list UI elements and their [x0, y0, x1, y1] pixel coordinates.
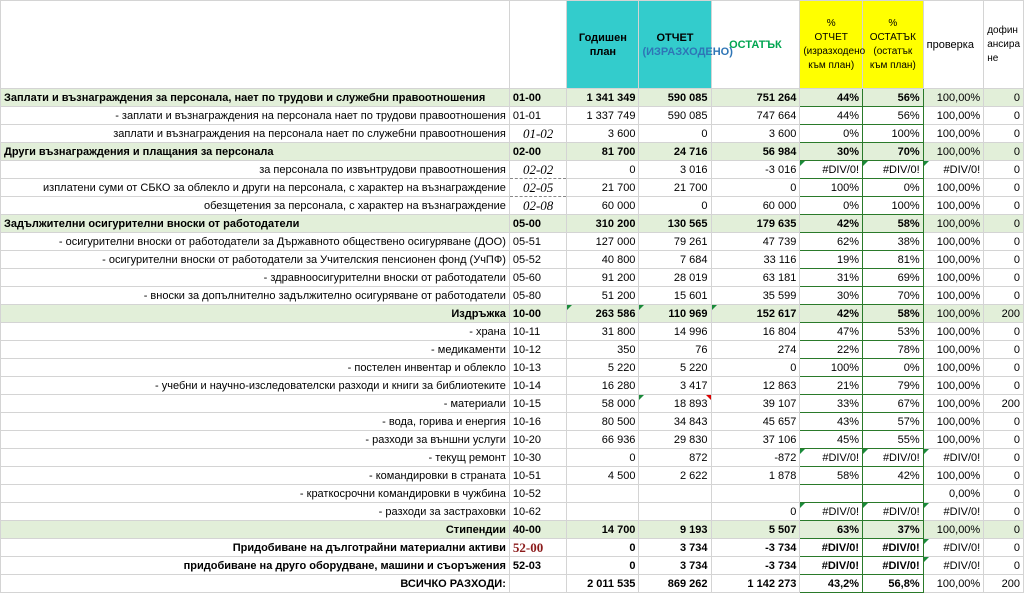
- cell-plan[interactable]: 58 000: [567, 395, 639, 413]
- row-label[interactable]: - материали: [1, 395, 510, 413]
- cell-pct-remain[interactable]: 53%: [863, 323, 924, 341]
- cell-check[interactable]: 100,00%: [923, 521, 984, 539]
- row-label[interactable]: - краткосрочни командировки в чужбина: [1, 485, 510, 503]
- cell-spent[interactable]: 21 700: [639, 179, 711, 197]
- header-plan[interactable]: Годишен план: [567, 1, 639, 89]
- cell-spent[interactable]: 24 716: [639, 143, 711, 161]
- cell-spent[interactable]: 130 565: [639, 215, 711, 233]
- cell-cofin[interactable]: 200: [984, 305, 1024, 323]
- table-row: [1, 359, 1024, 377]
- cell-plan[interactable]: 81 700: [567, 143, 639, 161]
- row-label[interactable]: Заплати и възнаграждения за персонала, нает по трудови и служебни правоотношения: [1, 89, 510, 107]
- cell-check[interactable]: 100,00%: [923, 467, 984, 485]
- table-row: [1, 305, 1024, 323]
- cell-remain[interactable]: [711, 485, 800, 503]
- cell-remain[interactable]: 47 739: [711, 233, 800, 251]
- header-pct-remain[interactable]: [863, 1, 924, 89]
- cell-plan[interactable]: 66 936: [567, 431, 639, 449]
- cell-check[interactable]: 100,00%: [923, 215, 984, 233]
- cell-spent[interactable]: 28 019: [639, 269, 711, 287]
- cell-spent[interactable]: 5 220: [639, 359, 711, 377]
- cell-remain[interactable]: 45 657: [711, 413, 800, 431]
- cell-plan[interactable]: 91 200: [567, 269, 639, 287]
- cell-cofin[interactable]: 0: [984, 467, 1024, 485]
- cell-cofin[interactable]: 0: [984, 269, 1024, 287]
- cell-pct-remain[interactable]: 70%: [863, 143, 924, 161]
- table-row: [1, 161, 1024, 179]
- cell-plan[interactable]: 40 800: [567, 251, 639, 269]
- cell-pct-remain[interactable]: #DIV/0!: [863, 539, 924, 557]
- cell-cofin[interactable]: 0: [984, 377, 1024, 395]
- header-code-cell[interactable]: [509, 1, 566, 89]
- cell-pct-remain[interactable]: 0%: [863, 179, 924, 197]
- cell-remain[interactable]: 16 804: [711, 323, 800, 341]
- cell-remain[interactable]: 274: [711, 341, 800, 359]
- cell-pct-remain[interactable]: 57%: [863, 413, 924, 431]
- cell-check[interactable]: 100,00%: [923, 359, 984, 377]
- cell-cofin[interactable]: 0: [984, 233, 1024, 251]
- header-cofin[interactable]: дофинансиране: [984, 1, 1024, 89]
- cell-spent[interactable]: 590 085: [639, 89, 711, 107]
- table-row: [1, 467, 1024, 485]
- cell-pct-spent[interactable]: 58%: [800, 467, 863, 485]
- cell-pct-spent[interactable]: 31%: [800, 269, 863, 287]
- row-label[interactable]: - постелен инвентар и облекло: [1, 359, 510, 377]
- table-row: [1, 197, 1024, 215]
- cell-check[interactable]: #DIV/0!: [923, 161, 984, 179]
- cell-pct-remain[interactable]: 38%: [863, 233, 924, 251]
- cell-check[interactable]: 100,00%: [923, 341, 984, 359]
- cell-remain[interactable]: 35 599: [711, 287, 800, 305]
- cell-pct-spent[interactable]: 33%: [800, 395, 863, 413]
- cell-cofin[interactable]: 0: [984, 197, 1024, 215]
- cell-plan[interactable]: 60 000: [567, 197, 639, 215]
- row-label[interactable]: Други възнаграждения и плащания за персонала: [1, 143, 510, 161]
- cell-check[interactable]: 100,00%: [923, 395, 984, 413]
- row-label[interactable]: обезщетения за персонала, с характер на възнаграждение: [1, 197, 510, 215]
- cell-spent[interactable]: 590 085: [639, 107, 711, 125]
- table-row: [1, 323, 1024, 341]
- cell-pct-spent[interactable]: 19%: [800, 251, 863, 269]
- cell-code[interactable]: 52-03: [509, 557, 566, 575]
- cell-plan[interactable]: 0: [567, 557, 639, 575]
- total-spent[interactable]: 869 262: [639, 575, 711, 593]
- table-row: [1, 125, 1024, 143]
- cell-pct-remain[interactable]: 70%: [863, 287, 924, 305]
- cell-spent[interactable]: 9 193: [639, 521, 711, 539]
- cell-code[interactable]: 10-15: [509, 395, 566, 413]
- cell-pct-spent[interactable]: 21%: [800, 377, 863, 395]
- cell-code[interactable]: 05-60: [509, 269, 566, 287]
- cell-cofin[interactable]: 0: [984, 287, 1024, 305]
- cell-pct-remain[interactable]: #DIV/0!: [863, 557, 924, 575]
- cell-spent[interactable]: 15 601: [639, 287, 711, 305]
- cell-pct-spent[interactable]: 30%: [800, 143, 863, 161]
- cell-cofin[interactable]: 0: [984, 251, 1024, 269]
- cell-check[interactable]: #DIV/0!: [923, 557, 984, 575]
- total-cofin[interactable]: 200: [984, 575, 1024, 593]
- cell-cofin[interactable]: 0: [984, 413, 1024, 431]
- total-pct-spent[interactable]: 43,2%: [800, 575, 863, 593]
- table-row: [1, 413, 1024, 431]
- row-label[interactable]: за персонала по извънтрудови правоотношения: [1, 161, 510, 179]
- cell-code[interactable]: 40-00: [509, 521, 566, 539]
- total-plan[interactable]: 2 011 535: [567, 575, 639, 593]
- row-label[interactable]: - осигурителни вноски от работодатели за Държавното обществено осигуряване (ДОО): [1, 233, 510, 251]
- cell-plan[interactable]: 127 000: [567, 233, 639, 251]
- cell-pct-spent[interactable]: [800, 485, 863, 503]
- cell-code[interactable]: 52-00: [509, 539, 566, 557]
- cell-spent[interactable]: 2 622: [639, 467, 711, 485]
- table-row: [1, 557, 1024, 575]
- cell-cofin[interactable]: 0: [984, 125, 1024, 143]
- cell-check[interactable]: 100,00%: [923, 269, 984, 287]
- cell-check[interactable]: 100,00%: [923, 323, 984, 341]
- cell-pct-remain[interactable]: #DIV/0!: [863, 449, 924, 467]
- table-row: [1, 539, 1024, 557]
- row-label[interactable]: - медикаменти: [1, 341, 510, 359]
- cell-cofin[interactable]: 200: [984, 395, 1024, 413]
- cell-code[interactable]: 10-13: [509, 359, 566, 377]
- cell-pct-spent[interactable]: 63%: [800, 521, 863, 539]
- row-label[interactable]: - командировки в страната: [1, 467, 510, 485]
- header-blank-cell[interactable]: [1, 1, 510, 89]
- cell-remain[interactable]: 3 600: [711, 125, 800, 143]
- cell-check[interactable]: 100,00%: [923, 251, 984, 269]
- row-label[interactable]: Придобиване на дълготрайни материални активи: [1, 539, 510, 557]
- cell-code[interactable]: 02-00: [509, 143, 566, 161]
- header-pct-remain-label: ОСТАТЪК (остатък към план): [869, 31, 916, 71]
- cell-remain[interactable]: 0: [711, 503, 800, 521]
- cell-check[interactable]: 100,00%: [923, 89, 984, 107]
- cell-spent[interactable]: 14 996: [639, 323, 711, 341]
- cell-plan[interactable]: [567, 503, 639, 521]
- cell-cofin[interactable]: 0: [984, 431, 1024, 449]
- cell-code[interactable]: 10-52: [509, 485, 566, 503]
- cell-check[interactable]: #DIV/0!: [923, 503, 984, 521]
- header-report-sub: (ИЗРАЗХОДЕНО): [642, 45, 733, 58]
- cell-plan[interactable]: 0: [567, 539, 639, 557]
- cell-plan[interactable]: 310 200: [567, 215, 639, 233]
- table-row: [1, 449, 1024, 467]
- cell-cofin[interactable]: 0: [984, 359, 1024, 377]
- cell-remain[interactable]: 179 635: [711, 215, 800, 233]
- cell-cofin[interactable]: 0: [984, 341, 1024, 359]
- cell-check[interactable]: 100,00%: [923, 305, 984, 323]
- cell-plan[interactable]: 1 341 349: [567, 89, 639, 107]
- cell-remain[interactable]: 747 664: [711, 107, 800, 125]
- cell-code[interactable]: 05-52: [509, 251, 566, 269]
- cell-remain[interactable]: 751 264: [711, 89, 800, 107]
- cell-remain[interactable]: 33 116: [711, 251, 800, 269]
- cell-plan[interactable]: [567, 485, 639, 503]
- cell-pct-remain[interactable]: 69%: [863, 269, 924, 287]
- row-label[interactable]: изплатени суми от СБКО за облекло и други на персонала, с характер на възнаграждение: [1, 179, 510, 197]
- table-row: [1, 431, 1024, 449]
- total-remain[interactable]: 1 142 273: [711, 575, 800, 593]
- cell-check[interactable]: #DIV/0!: [923, 539, 984, 557]
- table-row: [1, 89, 1024, 107]
- cell-code[interactable]: 10-16: [509, 413, 566, 431]
- cell-cofin[interactable]: 0: [984, 539, 1024, 557]
- cell-pct-remain[interactable]: 58%: [863, 215, 924, 233]
- row-label[interactable]: Издръжка: [1, 305, 510, 323]
- cell-code[interactable]: 10-20: [509, 431, 566, 449]
- cell-pct-remain[interactable]: 79%: [863, 377, 924, 395]
- cell-cofin[interactable]: 0: [984, 143, 1024, 161]
- header-report-label: ОТЧЕТ: [656, 31, 694, 44]
- total-check[interactable]: 100,00%: [923, 575, 984, 593]
- table-row: [1, 287, 1024, 305]
- cell-pct-spent[interactable]: 0%: [800, 197, 863, 215]
- row-label[interactable]: - вода, горива и енергия: [1, 413, 510, 431]
- table-row: [1, 485, 1024, 503]
- cell-pct-remain[interactable]: 37%: [863, 521, 924, 539]
- table-row: [1, 143, 1024, 161]
- cell-pct-spent[interactable]: #DIV/0!: [800, 539, 863, 557]
- row-label[interactable]: - осигурителни вноски от работодатели за Учителския пенсионен фонд (УчПФ): [1, 251, 510, 269]
- cell-code[interactable]: 10-30: [509, 449, 566, 467]
- cell-cofin[interactable]: 0: [984, 215, 1024, 233]
- cell-code[interactable]: 01-01: [509, 107, 566, 125]
- cell-pct-remain[interactable]: #DIV/0!: [863, 503, 924, 521]
- total-label[interactable]: ВСИЧКО РАЗХОДИ:: [1, 575, 510, 593]
- row-label[interactable]: придобиване на друго оборудване, машини и съоръжения: [1, 557, 510, 575]
- cell-plan[interactable]: 3 600: [567, 125, 639, 143]
- total-row: [1, 575, 1024, 593]
- cell-spent[interactable]: 0: [639, 197, 711, 215]
- cell-pct-spent[interactable]: 30%: [800, 287, 863, 305]
- row-label[interactable]: - вноски за допълнително задължително осигуряване от работодатели: [1, 287, 510, 305]
- total-code-cell[interactable]: [509, 575, 566, 593]
- cell-check[interactable]: #DIV/0!: [923, 449, 984, 467]
- cell-cofin[interactable]: 0: [984, 89, 1024, 107]
- cell-pct-remain[interactable]: 56%: [863, 107, 924, 125]
- cell-remain[interactable]: -3 016: [711, 161, 800, 179]
- cell-check[interactable]: 100,00%: [923, 125, 984, 143]
- cell-remain[interactable]: 63 181: [711, 269, 800, 287]
- cell-cofin[interactable]: 0: [984, 161, 1024, 179]
- table-row: [1, 341, 1024, 359]
- cell-pct-remain[interactable]: 58%: [863, 305, 924, 323]
- cell-pct-spent[interactable]: 43%: [800, 413, 863, 431]
- cell-remain[interactable]: -3 734: [711, 539, 800, 557]
- cell-pct-spent[interactable]: #DIV/0!: [800, 557, 863, 575]
- cell-plan[interactable]: 0: [567, 161, 639, 179]
- cell-remain[interactable]: 1 878: [711, 467, 800, 485]
- cell-cofin[interactable]: 0: [984, 485, 1024, 503]
- cell-pct-remain[interactable]: 100%: [863, 125, 924, 143]
- cell-spent[interactable]: 34 843: [639, 413, 711, 431]
- cell-check[interactable]: 100,00%: [923, 197, 984, 215]
- cell-spent[interactable]: 29 830: [639, 431, 711, 449]
- cell-cofin[interactable]: 0: [984, 179, 1024, 197]
- header-report[interactable]: [639, 1, 733, 89]
- cell-pct-spent[interactable]: 47%: [800, 323, 863, 341]
- header-remain[interactable]: ОСТАТЪК: [711, 1, 800, 89]
- cell-check[interactable]: 100,00%: [923, 431, 984, 449]
- cell-check[interactable]: 100,00%: [923, 413, 984, 431]
- total-pct-remain[interactable]: 56,8%: [863, 575, 924, 593]
- cell-plan[interactable]: 14 700: [567, 521, 639, 539]
- cell-spent[interactable]: 3 734: [639, 557, 711, 575]
- header-pct-remain-sign: %: [888, 17, 898, 29]
- cell-plan[interactable]: 0: [567, 449, 639, 467]
- cell-code[interactable]: 10-14: [509, 377, 566, 395]
- cell-remain[interactable]: 0: [711, 179, 800, 197]
- cell-check[interactable]: 100,00%: [923, 287, 984, 305]
- cell-spent[interactable]: 0: [639, 125, 711, 143]
- row-label[interactable]: Задължителни осигурителни вноски от работодатели: [1, 215, 510, 233]
- cell-check[interactable]: 100,00%: [923, 233, 984, 251]
- cell-pct-spent[interactable]: #DIV/0!: [800, 161, 863, 179]
- cell-code[interactable]: 10-11: [509, 323, 566, 341]
- cell-remain[interactable]: -872: [711, 449, 800, 467]
- cell-pct-remain[interactable]: 55%: [863, 431, 924, 449]
- cell-code[interactable]: 01-02: [509, 125, 566, 143]
- cell-pct-remain[interactable]: 100%: [863, 197, 924, 215]
- cell-cofin[interactable]: 0: [984, 503, 1024, 521]
- table-row: [1, 521, 1024, 539]
- cell-code[interactable]: 05-80: [509, 287, 566, 305]
- cell-spent[interactable]: [639, 503, 711, 521]
- cell-pct-remain[interactable]: 67%: [863, 395, 924, 413]
- cell-check[interactable]: 0,00%: [923, 485, 984, 503]
- cell-remain[interactable]: 39 107: [711, 395, 800, 413]
- cell-spent[interactable]: 3 016: [639, 161, 711, 179]
- cell-pct-remain[interactable]: 78%: [863, 341, 924, 359]
- table-row: [1, 251, 1024, 269]
- row-label[interactable]: - разходи за застраховки: [1, 503, 510, 521]
- table-row: [1, 395, 1024, 413]
- table-row: [1, 233, 1024, 251]
- cell-check[interactable]: 100,00%: [923, 377, 984, 395]
- header-pct-spent[interactable]: [800, 1, 866, 89]
- cell-remain[interactable]: 12 863: [711, 377, 800, 395]
- cell-code[interactable]: 10-51: [509, 467, 566, 485]
- cell-code[interactable]: 01-00: [509, 89, 566, 107]
- cell-remain[interactable]: 56 984: [711, 143, 800, 161]
- cell-pct-spent[interactable]: 22%: [800, 341, 863, 359]
- cell-code[interactable]: 02-05: [509, 179, 566, 197]
- cell-spent[interactable]: 18 893: [639, 395, 711, 413]
- cell-code[interactable]: 10-62: [509, 503, 566, 521]
- cell-plan[interactable]: 80 500: [567, 413, 639, 431]
- cell-plan[interactable]: 4 500: [567, 467, 639, 485]
- cell-cofin[interactable]: 0: [984, 323, 1024, 341]
- table-row: [1, 377, 1024, 395]
- cell-code[interactable]: 10-00: [509, 305, 566, 323]
- header-check[interactable]: проверка: [923, 1, 984, 89]
- row-label[interactable]: - заплати и възнаграждения на персонала нает по трудови правоотношения: [1, 107, 510, 125]
- row-label[interactable]: - текущ ремонт: [1, 449, 510, 467]
- cell-pct-spent[interactable]: #DIV/0!: [800, 503, 863, 521]
- cell-spent[interactable]: 872: [639, 449, 711, 467]
- cell-plan[interactable]: 51 200: [567, 287, 639, 305]
- cell-pct-spent[interactable]: 62%: [800, 233, 863, 251]
- cell-plan[interactable]: 350: [567, 341, 639, 359]
- cell-plan[interactable]: 16 280: [567, 377, 639, 395]
- header-pct-spent-sign: %: [826, 17, 836, 29]
- cell-pct-remain[interactable]: 42%: [863, 467, 924, 485]
- cell-pct-spent[interactable]: 42%: [800, 215, 863, 233]
- cell-spent[interactable]: 110 969: [639, 305, 711, 323]
- cell-spent[interactable]: 3 734: [639, 539, 711, 557]
- cell-spent[interactable]: 76: [639, 341, 711, 359]
- cell-plan[interactable]: 5 220: [567, 359, 639, 377]
- row-label[interactable]: - разходи за външни услуги: [1, 431, 510, 449]
- cell-remain[interactable]: 5 507: [711, 521, 800, 539]
- cell-pct-remain[interactable]: 81%: [863, 251, 924, 269]
- table-row: [1, 107, 1024, 125]
- cell-remain[interactable]: 152 617: [711, 305, 800, 323]
- cell-pct-spent[interactable]: #DIV/0!: [800, 449, 863, 467]
- cell-pct-spent[interactable]: 44%: [800, 89, 863, 107]
- header-row: [1, 1, 1024, 89]
- cell-plan[interactable]: 1 337 749: [567, 107, 639, 125]
- cell-pct-spent[interactable]: 0%: [800, 125, 863, 143]
- cell-plan[interactable]: 31 800: [567, 323, 639, 341]
- cell-plan[interactable]: 21 700: [567, 179, 639, 197]
- row-label[interactable]: - учебни и научно-изследователски разходи и книги за библиотеките: [1, 377, 510, 395]
- cell-code[interactable]: 10-12: [509, 341, 566, 359]
- cell-pct-remain[interactable]: #DIV/0!: [863, 161, 924, 179]
- cell-spent[interactable]: [639, 485, 711, 503]
- header-pct-spent-label: ОТЧЕТ (изразходено към план): [803, 31, 866, 71]
- cell-pct-remain[interactable]: [863, 485, 924, 503]
- cell-pct-spent[interactable]: 100%: [800, 359, 863, 377]
- cell-spent[interactable]: 79 261: [639, 233, 711, 251]
- table-row: [1, 215, 1024, 233]
- cell-code[interactable]: 02-08: [509, 197, 566, 215]
- cell-pct-spent[interactable]: 45%: [800, 431, 863, 449]
- cell-remain[interactable]: 37 106: [711, 431, 800, 449]
- table-row: [1, 269, 1024, 287]
- cell-remain[interactable]: 0: [711, 359, 800, 377]
- row-label[interactable]: - здравноосигурителни вноски от работодатели: [1, 269, 510, 287]
- cell-spent[interactable]: 7 684: [639, 251, 711, 269]
- cell-spent[interactable]: 3 417: [639, 377, 711, 395]
- cell-code[interactable]: 05-00: [509, 215, 566, 233]
- cell-pct-spent[interactable]: 44%: [800, 107, 863, 125]
- cell-cofin[interactable]: 0: [984, 449, 1024, 467]
- cell-code[interactable]: 05-51: [509, 233, 566, 251]
- rows-body: [1, 89, 1024, 575]
- cell-check[interactable]: 100,00%: [923, 143, 984, 161]
- cell-remain[interactable]: 60 000: [711, 197, 800, 215]
- cell-pct-spent[interactable]: 42%: [800, 305, 863, 323]
- cell-pct-spent[interactable]: 100%: [800, 179, 863, 197]
- cell-plan[interactable]: 263 586: [567, 305, 639, 323]
- cell-cofin[interactable]: 0: [984, 557, 1024, 575]
- row-label[interactable]: Стипендии: [1, 521, 510, 539]
- table-row: [1, 503, 1024, 521]
- cell-code[interactable]: 02-02: [509, 161, 566, 179]
- cell-pct-remain[interactable]: 56%: [863, 89, 924, 107]
- cell-cofin[interactable]: 0: [984, 521, 1024, 539]
- row-label[interactable]: заплати и възнаграждения на персонала нает по служебни правоотношения: [1, 125, 510, 143]
- cell-check[interactable]: 100,00%: [923, 179, 984, 197]
- row-label[interactable]: - храна: [1, 323, 510, 341]
- cell-remain[interactable]: -3 734: [711, 557, 800, 575]
- cell-pct-remain[interactable]: 0%: [863, 359, 924, 377]
- cell-check[interactable]: 100,00%: [923, 107, 984, 125]
- table-row: [1, 179, 1024, 197]
- cell-cofin[interactable]: 0: [984, 107, 1024, 125]
